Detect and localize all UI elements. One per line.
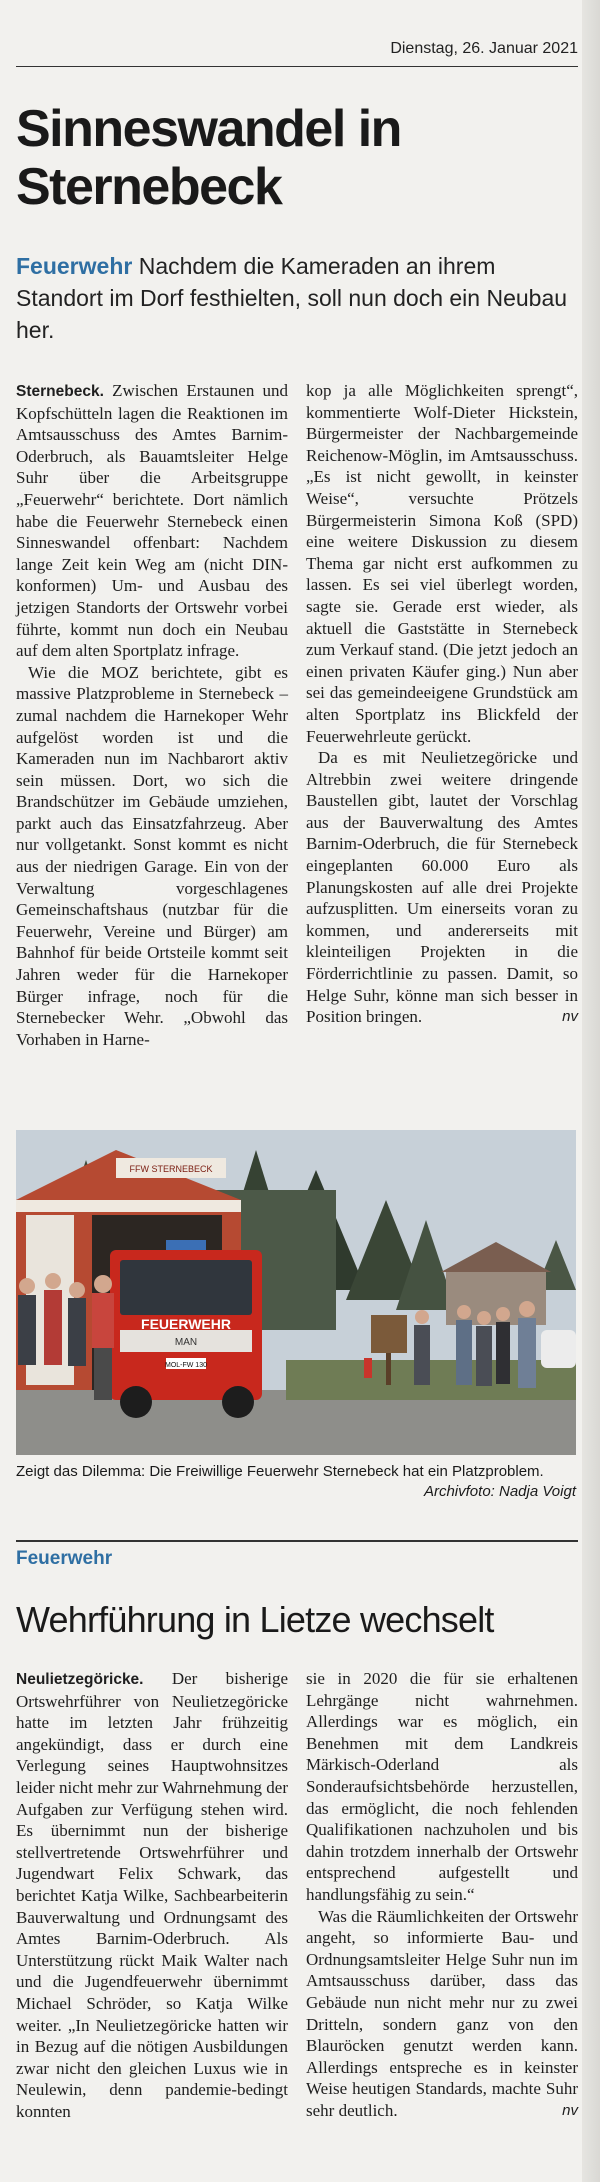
photo-credit: Archivfoto: Nadja Voigt — [423, 1483, 576, 1500]
article1-paragraph: Wie die MOZ berichtete, gibt es massive Platzprobleme in Sternebeck – zumal nachdem die Harnekoper Wehr aufgelöst worden ist und die Kameraden nun im Nachbarort aktiv sein müssen. Dort, wo sich die Brandschützer im Gebäude umziehen, parkt auch das Einsatzfahrzeug. Aber nur vollgetankt. Sonst kommt es nicht aus der niedrigen Garage. Ein von der Verwaltung vorgeschlagenes Gemeinschaftshaus (nutzbar für die Feuerwehr, Vereine und Bürger) am Bahnhof für beide Ortsteile kommt seit Jahren weder für die Harnekoper Bürger infrage, noch für die Sternebecker Wehr. „Obwohl das Vorhaben in Harne- — [16, 662, 288, 1049]
article2-column-2 — [306, 1668, 578, 2121]
license-plate: MOL-FW 130 — [164, 1362, 208, 1369]
article2-paragraph-text: Was die Räumlichkeiten der Ortswehr angeht, so informierte Bau- und Ordnungsamtsleiter Helge Suhr nun im Amtsausschuss darüber, dass das Gebäude nun nicht mehr nur zu zwei Dritteln, sondern ganz von den Blauröcken genutzt werden kann. Allerdings entspreche es in keinster Weise heutigen Standards, machte Suhr sehr deutlich. — [306, 1906, 578, 2120]
article1-teaser — [16, 250, 576, 346]
photo-caption — [16, 1462, 576, 1502]
article2-paragraph — [16, 1668, 288, 2122]
article2-headline: Wehrführung in Lietze wechselt — [16, 1599, 494, 1640]
article1-headline: Sinneswandel in Sternebeck — [16, 100, 401, 216]
station-sign-text: FFW STERNEBECK — [129, 1164, 213, 1174]
article2-column-1 — [16, 1668, 288, 2122]
adjacent-page-edge — [582, 0, 600, 2182]
issue-date: Dienstag, 26. Januar 2021 — [390, 40, 578, 57]
article1-column-1 — [16, 380, 288, 1050]
article1-dateline: Sternebeck. — [16, 383, 104, 400]
article1-paragraph-text: Zwischen Erstaunen und Kopfschütteln lagen die Reaktionen im Amtsausschuss des Amtes Barnim-Oderbruch, als Bauamtsleiter Helge Suhr über die Arbeitsgruppe „Feuerwehr“ berichtete. Dort nämlich habe die Feuerwehr Sternebeck einen Sinneswandel offenbart: Nachdem lange Zeit kein Weg am (nicht DIN-konformen) Um- und Ausbau des jetzigen Standorts der Ortswehr vorbei führte, kommt nun doch ein Neubau auf dem alten Sportplatz infrage. — [16, 381, 288, 661]
truck-lettering: FEUERWEHR — [141, 1316, 231, 1332]
top-rule — [16, 66, 578, 67]
article2-kicker: Feuerwehr — [16, 1548, 113, 1569]
truck-brand: MAN — [174, 1337, 198, 1348]
author-signature: nv — [562, 1008, 578, 1026]
article1-teaser-text: Nachdem die Kameraden an ihrem Standort im Dorf festhielten, soll nun doch ein Neubau her. — [16, 253, 568, 343]
fire-station-photo — [16, 1130, 576, 1455]
article1-paragraph — [16, 380, 288, 662]
article-separator — [16, 1540, 578, 1542]
author-signature: nv — [562, 2101, 578, 2119]
article1-paragraph-text: Da es mit Neulietzegöricke und Altrebbin zwei weitere dringende Baustellen gibt, lautet der Vorschlag aus der Bauverwaltung des Amtes Barnim-Oderbruch, die für Sternebeck eingeplanten 60.000 Euro als Planungskosten auf alle drei Projekte aufzusplitten. Um einerseits voran zu kommen, und andererseits mit kleinteiligen Projekten in die Förderrichtlinie zu passen. Damit, so Helge Suhr, könne man sich besser in Position bringen. — [306, 748, 578, 1027]
photo-caption-text: Zeigt das Dilemma: Die Freiwillige Feuerwehr Sternebeck hat ein Platzproblem. — [16, 1463, 544, 1480]
article2-paragraph-text: Der bisherige Ortswehrführer von Neulietzegöricke hatte im letzten Jahr frühzeitig angekündigt, dass er durch eine Verlegung seines Hauptwohnsitzes leider nicht mehr zur Wahrnehmung der Aufgaben zur Verfügung stehen wird. Es übernimmt nun der bisherige stellvertretende Ortswehrführer und Jugendwart Felix Schwark, das berichtet Katja Wilke, Sachbearbeiterin Bauverwaltung und Ordnungsamt des Amtes Barnim-Oderbruch. Als Unterstützung rückt Maik Walter nach und die Jugendfeuerwehr übernimmt Michael Schröder, so Katja Wilke weiter. „In Neulietzegöricke hatten wir in Bezug auf die nötigen Ausbildungen zwar nicht den gleichen Luxus wie in Neulewin, denn pandemie-bedingt konnten — [16, 1669, 288, 2121]
fire-station-photo-drawing — [16, 1130, 576, 1455]
article1-paragraph: kop ja alle Möglichkeiten sprengt“, kommentierte Wolf-Dieter Hickstein, Bürgermeister der Nachbargemeinde Reichenow-Möglin, im Amtsausschuss. „Es ist nicht gewollt, in keinster Weise“, versuchte Prötzels Bürgermeisterin Simona Koß (SPD) eine weitere Diskussion zu diesem Thema gar nicht erst aufkommen zu lassen. Es sei viel überlegt worden, sagte sie. Gerade erst wieder, als aktuell die Gaststätte in Sternebeck zum Verkauf stand. (Die jetzt jedoch an einen privaten Käufer ging.) Nun aber sei das gemeindeeigene Grundstück am alten Sportplatz ins Blickfeld der Feuerwehrleute gerückt. — [306, 381, 578, 746]
article2-dateline: Neulietzegöricke. — [16, 1671, 144, 1688]
article1-column-2 — [306, 380, 578, 1028]
article2-paragraph: sie in 2020 die für sie erhaltenen Lehrgänge nicht wahrnehmen. Allerdings war es möglich, ein Benehmen mit dem Landkreis Märkisch-Oderland als Sonderaufsichtsbehörde herzustellen, das ermöglicht, die noch fehlenden Qualifikationen nachzuholen und bis dahin trotzdem innerhalb der Ortswehr entsprechend aufgestellt und handlungsfähig zu sein.“ — [306, 1669, 578, 1904]
article1-kicker: Feuerwehr — [16, 253, 133, 279]
article2-paragraph — [306, 1906, 578, 2122]
article1-paragraph — [306, 747, 578, 1028]
